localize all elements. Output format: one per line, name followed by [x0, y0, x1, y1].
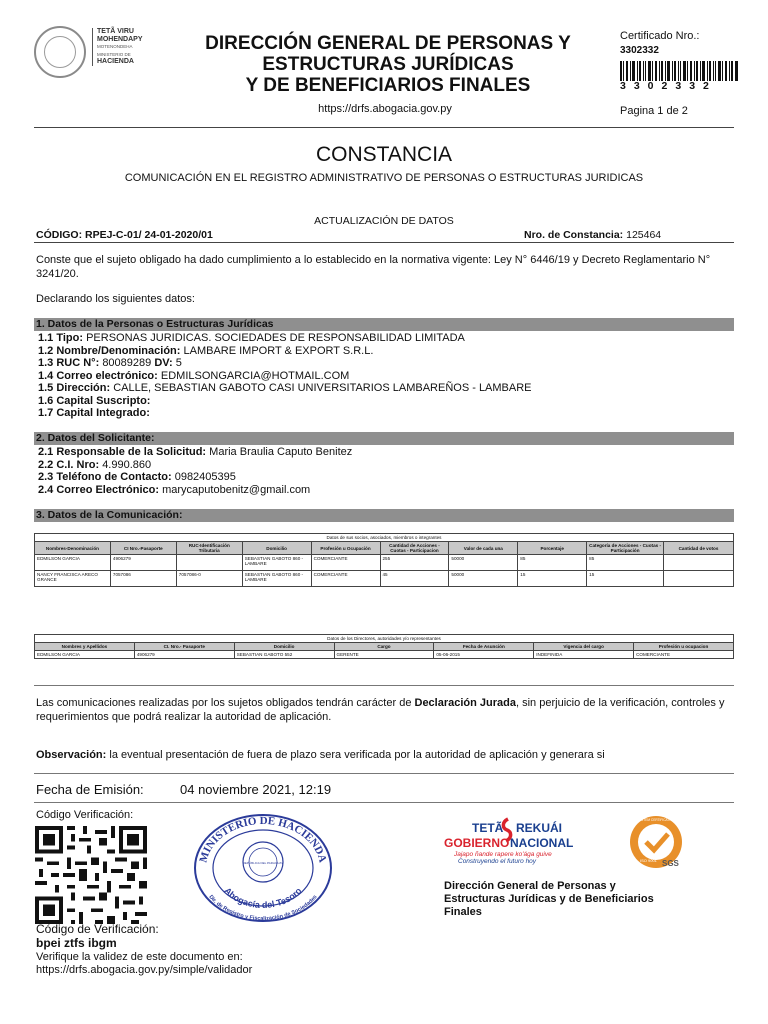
barcode-digits: 3302332 [620, 80, 717, 92]
table-row [35, 651, 734, 659]
emision-bottom-divider [34, 802, 734, 803]
direccion-line2: Estructuras Jurídicas y de Beneficiarios [444, 893, 654, 905]
directores-header: Profesión u ocupacion [634, 643, 734, 651]
table-cell: EDMILSON GARCIA [35, 651, 135, 659]
table-cell: 7057086 [110, 571, 176, 587]
table-cell: GERENTE [334, 651, 434, 659]
document-subtitle: COMUNICACIÓN EN EL REGISTRO ADMINISTRATIVO DE PERSONAS O ESTRUCTURAS JURIDICAS [124, 172, 644, 184]
footer-divider [34, 685, 734, 686]
direccion-line1: Dirección General de Personas y [444, 880, 616, 892]
codigo-de-verificacion-value: bpei ztfs ibgm [36, 936, 117, 950]
table-cell: COMERCIANTE [634, 651, 734, 659]
socios-table [34, 533, 734, 587]
table-cell: SEBASTIAN GABOTO 552 [234, 651, 334, 659]
direccion-line3: Finales [444, 906, 482, 918]
table-cell [176, 555, 242, 571]
telefono-value: 0982405395 [174, 471, 236, 483]
socios-caption-row [35, 534, 734, 542]
declaracion-bold: Declaración Jurada [414, 697, 516, 709]
sgs-iso-text: ISO 9001 [640, 858, 657, 863]
logo-line5: HACIENDA [97, 58, 134, 65]
logo-line4: MINISTERIO DE [97, 51, 131, 57]
field-ruc [38, 357, 182, 370]
directores-header: Vigencia del cargo [534, 643, 634, 651]
table-cell: COMERCIANTE [311, 555, 380, 571]
stamp-inner-text: Abogacía del Tesoro [222, 885, 304, 911]
directores-caption-row [35, 635, 734, 643]
capital-integrado-label: 1.7 Capital Integrado: [38, 407, 150, 419]
directores-header-row [35, 643, 734, 651]
direccion-general-block [444, 880, 654, 919]
logo-line2: MOHENDAPY [97, 35, 143, 43]
header-title-line2: ESTRUCTURAS JURÍDICAS [262, 54, 514, 75]
tipo-value: PERSONAS JURIDICAS. SOCIEDADES DE RESPONSABILIDAD LIMITADA [86, 332, 465, 344]
socios-header: Categoría de Acciones - Cuotas - Participación [587, 542, 664, 555]
sgs-text: SGS [662, 859, 679, 868]
field-email [38, 484, 310, 497]
field-tipo [38, 332, 465, 345]
gov-logo-top: TETÃ [472, 821, 504, 835]
table-row [35, 571, 734, 587]
table-cell: 05-06-2015 [434, 651, 534, 659]
logo-divider [92, 28, 93, 66]
observacion-paragraph [36, 748, 734, 762]
constancia-number [524, 229, 661, 241]
ministry-seal-inner [44, 36, 76, 68]
table-cell: 85 [587, 555, 664, 571]
dv-label: DV: [154, 357, 173, 369]
ministry-stamp-icon [192, 812, 334, 924]
nombre-value: LAMBARE IMPORT & EXPORT S.R.L. [183, 344, 374, 357]
nombre-label: 1.2 Nombre/Denominación: [38, 344, 181, 357]
section2-header: 2. Datos del Solicitante: [34, 432, 734, 445]
header-title-line1: DIRECCIÓN GENERAL DE PERSONAS Y [205, 33, 571, 54]
field-nombre [38, 345, 373, 358]
correo-label: 1.4 Correo electrónico: [38, 369, 158, 382]
title-divider [34, 242, 734, 243]
table-cell: 50000 [449, 571, 518, 587]
certificate-number: 3302332 [620, 45, 659, 56]
socios-header: Porcentaje [518, 542, 587, 555]
field-capital-integrado [38, 407, 150, 420]
sgs-ring-text: SYSTEM CERTIFICATION [636, 818, 676, 822]
field-correo [38, 370, 349, 383]
table-cell: SEBASTIAN GABOTO 860 - LAMBARE [242, 571, 311, 587]
qr-code-icon [35, 826, 147, 924]
socios-header: Cantidad de votos [664, 542, 734, 555]
field-telefono [38, 471, 236, 484]
directores-table [34, 634, 734, 659]
telefono-label: 2.3 Teléfono de Contacto: [38, 471, 172, 483]
verifique-text: Verifique la validez de este documento en: [36, 951, 243, 963]
barcode-icon [620, 61, 738, 81]
ministry-logo-text [97, 28, 143, 66]
table-row [35, 555, 734, 571]
document-title: CONSTANCIA [315, 143, 453, 166]
capital-suscripto-label: 1.6 Capital Suscripto: [38, 394, 151, 407]
gobierno-nacional-logo [444, 812, 734, 872]
gov-logo-gobierno: GOBIERNO [444, 836, 510, 850]
observacion-label: Observación: [36, 749, 107, 761]
page-number: Pagina 1 de 2 [620, 105, 688, 117]
socios-header: Nombres-Denominación [35, 542, 111, 555]
correo-value: EDMILSONGARCIA@HOTMAIL.COM [160, 369, 350, 382]
field-capital-suscripto [38, 395, 150, 408]
socios-header: RUC-Identificación Tributaria [176, 542, 242, 555]
email-value: marycaputobenitz@gmail.com [162, 483, 311, 496]
table-cell: 4906279 [110, 555, 176, 571]
table-cell: COMERCIANTE [311, 571, 380, 587]
ci-value: 4.990.860 [102, 458, 152, 471]
table-cell: 7057086-0 [176, 571, 242, 587]
codigo-verificacion-label: Código Verificación: [36, 809, 134, 821]
field-direccion [38, 382, 532, 395]
table-cell: 255 [380, 555, 449, 571]
table-cell: SEBASTIAN GABOTO 860 - LAMBARE [242, 555, 311, 571]
ci-label: 2.2 C.I. Nro: [38, 458, 100, 471]
directores-caption: Datos de los Directores, autoridades y/o representantes [35, 635, 734, 643]
table-cell: 45 [380, 571, 449, 587]
gov-logo-nacional: NACIONAL [510, 836, 574, 850]
declaracion-post: , sin perjuicio de la verificación, controles y requerimientos que podrá realizar la autoridad de aplicación. [36, 697, 725, 723]
section1-header: 1. Datos de la Personas o Estructuras Jurídicas [34, 318, 734, 331]
socios-header: CI Nro.-Pasaporte [110, 542, 176, 555]
table-cell: 15 [518, 571, 587, 587]
declaracion-pre: Las comunicaciones realizadas por los sujetos obligados tendrán carácter de [36, 697, 415, 709]
table-cell: INDEFINIDA [534, 651, 634, 659]
socios-header: Cantidad de Acciones - Cuotas - Participacion [380, 542, 449, 555]
socios-header: Profesión u Ocupación [311, 542, 380, 555]
gov-logo-slogan2: Construyendo el futuro hoy [458, 858, 537, 865]
action-label: ACTUALIZACIÓN DE DATOS [314, 215, 454, 227]
directores-header: CI. Nro.- Pasaporte [134, 643, 234, 651]
section3-header: 3. Datos de la Comunicación: [34, 509, 734, 522]
logo-line3: MOTENONDEHA [97, 44, 133, 49]
responsable-value: Maria Braulia Caputo Benitez [209, 446, 353, 458]
declaracion-paragraph [36, 696, 734, 724]
constancia-value: 125464 [626, 229, 662, 241]
directores-header: Nombres y Apellidos [35, 643, 135, 651]
intro-paragraph: Conste que el sujeto obligado ha dado cumplimiento a lo establecido en la normativa vigente: Ley N° 6446/19 y Decreto Reglamentario N° 3241/20. [36, 254, 711, 280]
header-url[interactable]: https://drfs.abogacia.gov.py [318, 103, 452, 115]
email-label: 2.4 Correo Electrónico: [38, 483, 160, 496]
emision-label: Fecha de Emisión: [36, 782, 144, 797]
certificate-label: Certificado Nro.: [620, 30, 700, 42]
directores-header: Fecha de Asunción [434, 643, 534, 651]
table-cell: 85 [518, 555, 587, 571]
directores-header: Cargo [334, 643, 434, 651]
header-divider [34, 127, 734, 128]
socios-header-row [35, 542, 734, 555]
codigo-de-verificacion-label: Código de Verificación: [36, 922, 159, 936]
direccion-value: CALLE, SEBASTIAN GABOTO CASI UNIVERSITARIOS LAMBAREÑOS - LAMBARE [113, 382, 532, 394]
emision-value: 04 noviembre 2021, 12:19 [180, 782, 332, 797]
table-cell: EDMILSON GARCIA [35, 555, 111, 571]
emision-top-divider [34, 773, 734, 774]
header-title [178, 33, 598, 96]
observacion-text: la eventual presentación de fuera de plazo sera verificada por la autoridad de aplicación y generara si [109, 749, 605, 761]
document-code: CÓDIGO: RPEJ-C-01/ 24-01-2020/01 [36, 229, 213, 241]
socios-header: Domicilio [242, 542, 311, 555]
ruc-value: 80089289 [102, 357, 152, 369]
field-ci [38, 459, 151, 472]
header-title-line3: Y DE BENEFICIARIOS FINALES [245, 75, 531, 96]
constancia-label: Nro. de Constancia: [524, 229, 624, 241]
validador-url[interactable]: https://drfs.abogacia.gov.py/simple/validador [36, 964, 253, 976]
declaring-text: Declarando los siguientes datos: [36, 293, 195, 305]
directores-header: Domicilio [234, 643, 334, 651]
table-cell [664, 571, 734, 587]
stamp-center-text: REPÚBLICA DEL PARAGUAY [242, 861, 284, 865]
stamp-bottom-text: Dir. de Registro y Fiscalización de Sociedades [207, 894, 319, 923]
responsable-label: 2.1 Responsable de la Solicitud: [38, 446, 207, 458]
table-cell: NANCY FRANCISCA ARECO GRANCE [35, 571, 111, 587]
table-cell [664, 555, 734, 571]
tipo-label: 1.1 Tipo: [38, 332, 84, 344]
table-cell: 4906279 [134, 651, 234, 659]
field-responsable [38, 446, 352, 459]
gov-logo-rekuai: REKUÁI [516, 821, 563, 835]
table-cell: 50000 [449, 555, 518, 571]
table-cell: 15 [587, 571, 664, 587]
dv-value: 5 [175, 357, 182, 369]
ruc-label: 1.3 RUC N°: [38, 357, 100, 369]
socios-header: Valor de cada una [449, 542, 518, 555]
stamp-ring-text: MINISTERIO DE HACIENDA [197, 814, 329, 864]
direccion-label: 1.5 Dirección: [38, 382, 111, 394]
gov-logo-slogan1: Jajapo ñande rapere ko'ága guive [454, 851, 552, 858]
socios-caption: Datos de sus socios, asociados, miembros o integrantes [35, 534, 734, 542]
logo-line1: TETÃ VIRU [97, 28, 134, 35]
